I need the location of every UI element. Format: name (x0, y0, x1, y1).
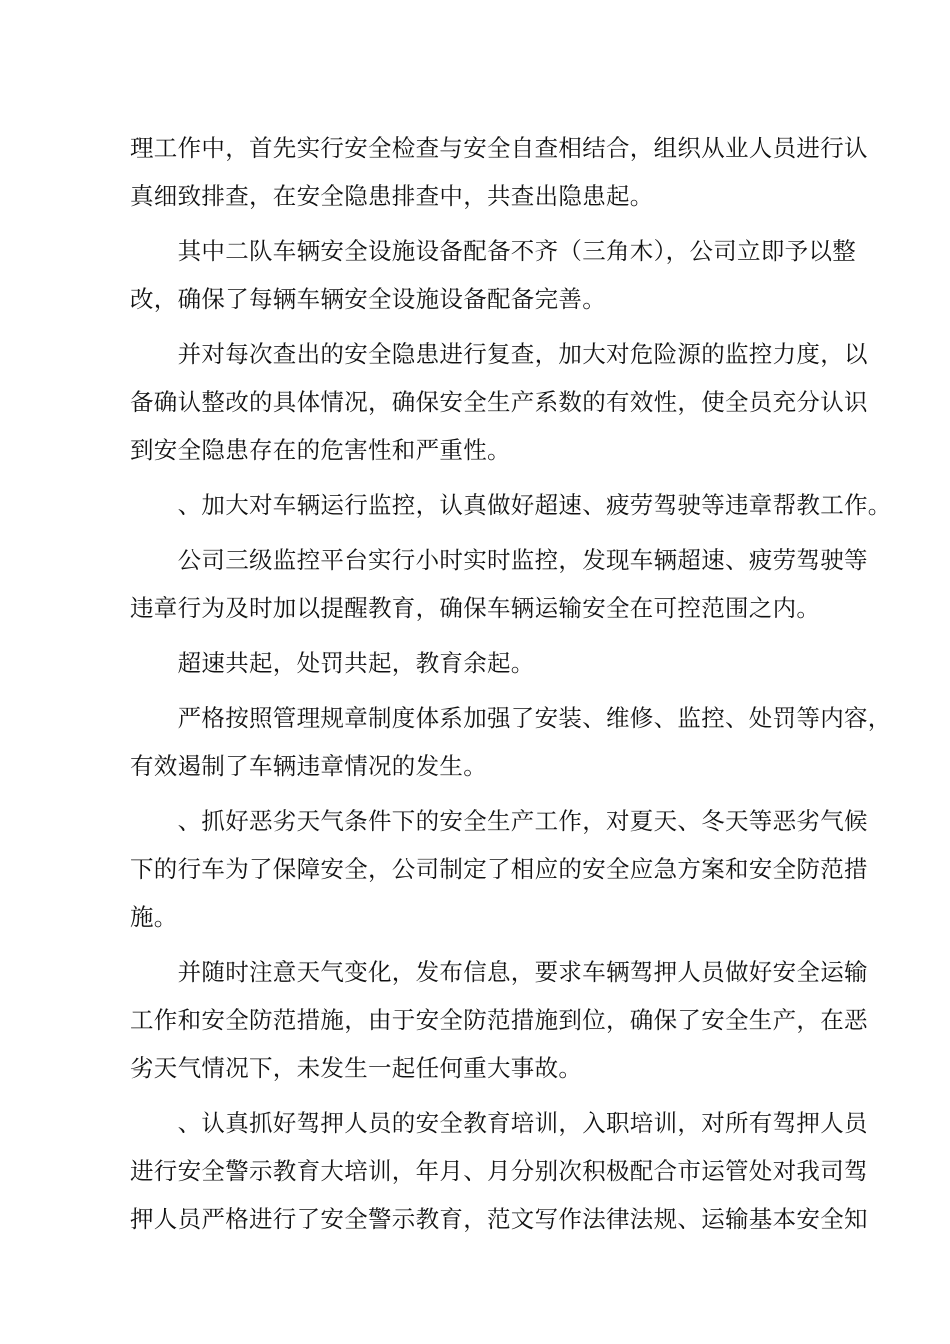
paragraph (130, 639, 830, 687)
paragraph (130, 227, 857, 323)
text-line: 有效遏制了车辆违章情况的发生。 (130, 752, 487, 780)
text-line: 备确认整改的具体情况，确保安全生产系数的有效性，使全员充分认识 (130, 388, 868, 416)
text-line: 劣天气情况下，未发生一起任何重大事故。 (130, 1054, 583, 1082)
paragraph (130, 948, 868, 1092)
text-line: 施。 (130, 903, 178, 931)
text-line: 改，确保了每辆车辆安全设施设备配备完善。 (130, 285, 606, 313)
paragraph (130, 797, 868, 941)
text-line: 严格按照管理规章制度体系加强了安装、维修、监控、处罚等内容， (130, 704, 892, 732)
text-line: 违章行为及时加以提醒教育，确保车辆运输安全在可控范围之内。 (130, 594, 821, 622)
text-line: 工作和安全防范措施，由于安全防范措施到位，确保了安全生产，在恶 (130, 1006, 868, 1034)
paragraph (130, 330, 868, 474)
paragraph (130, 481, 892, 529)
text-line: 并对每次查出的安全隐患进行复查，加大对危险源的监控力度，以 (130, 340, 868, 368)
document-body (130, 124, 892, 1243)
paragraph (130, 124, 868, 220)
text-line: 进行安全警示教育大培训，年月、月分别次积极配合市运管处对我司驾 (130, 1157, 868, 1185)
paragraph (130, 694, 892, 790)
text-line: 公司三级监控平台实行小时实时监控，发现车辆超速、疲劳驾驶等 (130, 546, 868, 574)
text-line: 超速共起，处罚共起，教育余起。 (130, 649, 535, 677)
text-line: 押人员严格进行了安全警示教育，范文写作法律法规、运输基本安全知 (130, 1205, 868, 1233)
text-line: 其中二队车辆安全设施设备配备不齐（三角木），公司立即予以整 (130, 237, 857, 265)
paragraph (130, 1099, 868, 1243)
text-line: 下的行车为了保障安全，公司制定了相应的安全应急方案和安全防范措 (130, 855, 868, 883)
text-line: 理工作中，首先实行安全检查与安全自查相结合，组织从业人员进行认 (130, 134, 868, 162)
text-line: 、加大对车辆运行监控，认真做好超速、疲劳驾驶等违章帮教工作。 (130, 491, 892, 519)
text-line: 、抓好恶劣天气条件下的安全生产工作，对夏天、冬天等恶劣气候 (130, 807, 868, 835)
text-line: 、认真抓好驾押人员的安全教育培训，入职培训，对所有驾押人员 (130, 1109, 868, 1137)
paragraph (130, 536, 868, 632)
text-line: 并随时注意天气变化，发布信息，要求车辆驾押人员做好安全运输 (130, 958, 868, 986)
text-line: 到安全隐患存在的危害性和严重性。 (130, 436, 511, 464)
text-line: 真细致排查，在安全隐患排查中，共查出隐患起。 (130, 182, 654, 210)
